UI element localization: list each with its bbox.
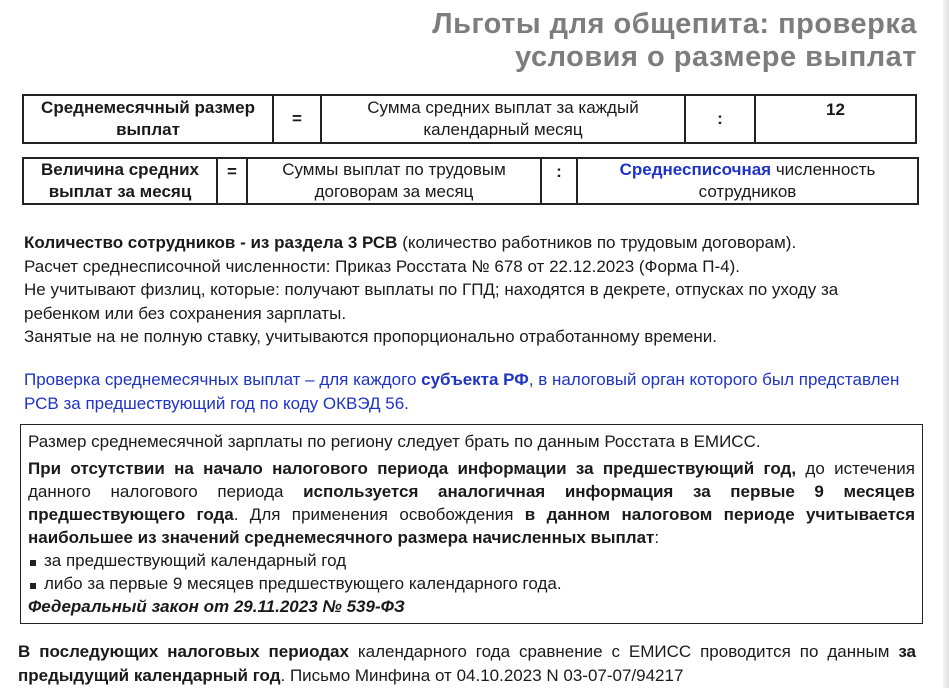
slide-title-line2: условия о размере выплат bbox=[515, 41, 917, 73]
formula1-middle: Сумма средних выплат за каждый календарный месяц bbox=[321, 95, 685, 143]
employees-line4: Занятые на не полную ставку, учитываются пропорционально отработанному времени. bbox=[24, 327, 717, 346]
formula2-divide: : bbox=[541, 158, 577, 204]
box-bullet-1-text: за предшествующий календарный год bbox=[44, 551, 347, 570]
bullet-square-icon bbox=[30, 583, 36, 589]
box-text3: : bbox=[654, 528, 660, 547]
box-text2: . Для применения освобождения bbox=[233, 505, 525, 524]
employees-line1 bbox=[24, 231, 914, 255]
footer-paragraph bbox=[18, 640, 916, 687]
employees-bold: Количество сотрудников - из раздела 3 РСВ bbox=[24, 233, 398, 252]
check-paragraph bbox=[24, 368, 916, 415]
box-bold1: При отсутствии на начало налогового периода информации за предшествующий год, bbox=[28, 459, 797, 478]
check-bold: субъекта РФ bbox=[421, 370, 529, 389]
bullet-square-icon bbox=[30, 560, 36, 566]
box-bold2: используется аналогичная информация за первые 9 месяцев предшествующего года bbox=[28, 482, 916, 524]
box-law-reference: Федеральный закон от 29.11.2023 № 539-ФЗ bbox=[28, 597, 405, 616]
formula1-equals: = bbox=[273, 95, 321, 143]
window-edge bbox=[943, 0, 949, 688]
emiss-info-box bbox=[20, 424, 923, 624]
check-pre: Проверка среднемесячных выплат – для каждого bbox=[24, 370, 422, 389]
formula-average-monthly bbox=[22, 94, 917, 144]
footer-bold2: за предыдущий календарный год bbox=[18, 642, 917, 685]
box-text1: до истечения данного налогового периода bbox=[28, 459, 915, 501]
box-bullet-2 bbox=[28, 572, 915, 595]
employees-line3: Не учитывают физлиц, которые: получают выплаты по ГПД; находятся в декрете, отпусках по уходу за ребенком или без сохранения зарплаты. bbox=[24, 280, 839, 323]
formula1-right: 12 bbox=[755, 95, 916, 143]
footer-text2: . Письмо Минфина от 04.10.2023 N 03-07-07/94217 bbox=[280, 665, 684, 685]
formula2-left: Величина средних выплат за месяц bbox=[23, 158, 217, 204]
box-bullet-1 bbox=[28, 549, 915, 572]
employees-rest: (количество работников по трудовым договорам). bbox=[397, 233, 797, 252]
formula2-highlight: Среднесписочная bbox=[619, 160, 772, 179]
employees-line2: Расчет среднесписочной численности: Приказ Росстата № 678 от 22.12.2023 (Форма П-4). bbox=[24, 256, 740, 276]
formula2-middle: Суммы выплат по трудовым договорам за месяц bbox=[247, 158, 541, 204]
box-line1: Размер среднемесячной зарплаты по региону следует брать по данным Росстата в ЕМИСС. bbox=[28, 432, 761, 451]
slide-title bbox=[432, 8, 917, 74]
footer-text1: календарного года сравнение с ЕМИСС проводится по данным bbox=[348, 642, 899, 661]
box-main-text bbox=[28, 457, 915, 549]
box-bullet-2-text: либо за первые 9 месяцев предшествующего календарного года. bbox=[44, 574, 562, 593]
formula2-equals: = bbox=[217, 158, 247, 204]
formula-average-per-month bbox=[22, 157, 919, 205]
employees-paragraph bbox=[24, 231, 914, 349]
box-bold3: в данном налоговом периоде учитывается наибольшее из значений среднемесячного размера начисленных выплат bbox=[28, 505, 915, 547]
slide-title-line1: Льготы для общепита: проверка bbox=[432, 8, 917, 40]
footer-bold1: В последующих налоговых периодах bbox=[18, 642, 349, 661]
check-post: , в налоговый орган которого был представлен РСВ за предшествующий год по коду ОКВЭД 56. bbox=[24, 370, 900, 413]
formula1-divide: : bbox=[685, 95, 755, 143]
formula1-left: Среднемесячный размер выплат bbox=[23, 95, 273, 143]
formula2-right-rest: численность сотрудников bbox=[698, 160, 876, 201]
formula2-right bbox=[577, 158, 918, 204]
